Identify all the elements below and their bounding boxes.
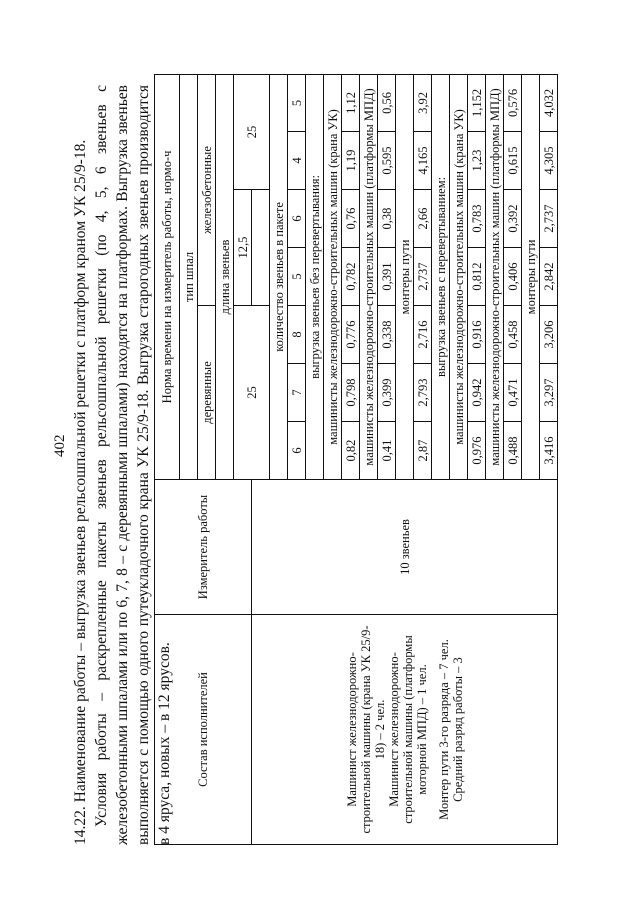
subsection-fitters: монтеры пути: [522, 74, 540, 479]
header-sleeper-type: тип шпал: [180, 74, 198, 479]
work-conditions: Условия работы – раскрепленные пакеты звеньев рельсошпальной решетки (по 4, 5, 6 звеньев с железобетонными шпалами или по 6, 7, 8 – с деревянными шпалами) находятся на платформах. Выгрузка звеньев выполняется с помощью одного путеукладочного крана УК 25/9-18. Выгрузка старогодных звеньев производится в 4 яруса, новых – в 12 ярусов.: [93, 85, 173, 845]
value-cell: 2,66: [414, 190, 432, 248]
length-wood: 25: [234, 306, 270, 480]
value-cell: 0,38: [378, 190, 396, 248]
value-cell: 4,032: [540, 74, 558, 131]
value-cell: 1,23: [468, 132, 486, 190]
header-concrete: железобетонные: [198, 74, 216, 305]
value-cell: 2,737: [414, 248, 432, 306]
value-cell: 1,152: [468, 74, 486, 131]
value-cell: 0,783: [468, 190, 486, 248]
subsection-mpd: машинисты железнодорожно-строительных машин (платформы МПД): [360, 74, 378, 479]
crew-line: Средний разряд работы – 3: [450, 657, 465, 802]
value-cell: 0,615: [504, 132, 522, 190]
value-cell: 0,399: [378, 364, 396, 422]
value-cell: 3,297: [540, 364, 558, 422]
value-cell: 0,41: [378, 422, 396, 480]
value-cell: 4,165: [414, 132, 432, 190]
value-cell: 2,737: [540, 190, 558, 248]
count-cell: 8: [288, 306, 306, 364]
crew-composition: [252, 615, 558, 845]
value-cell: 4,305: [540, 132, 558, 190]
value-cell: 0,916: [468, 306, 486, 364]
section-turn: выгрузка звеньев с перевертыванием:: [432, 74, 450, 479]
subsection-crane: машинисты железнодорожно-строительных машин (крана УК): [450, 74, 468, 479]
value-cell: 0,82: [342, 422, 360, 480]
count-cell: 6: [288, 422, 306, 480]
value-cell: 0,776: [342, 306, 360, 364]
value-cell: 2,793: [414, 364, 432, 422]
count-cell: 7: [288, 364, 306, 422]
value-cell: 0,812: [468, 248, 486, 306]
value-cell: 0,942: [468, 364, 486, 422]
value-cell: 3,416: [540, 422, 558, 480]
count-cell: 4: [288, 132, 306, 190]
length-concrete-12-5: 12,5: [234, 190, 252, 306]
length-concrete-25: 25: [234, 74, 270, 189]
header-norm: Норма времени на измеритель работы, нормо-ч: [155, 74, 180, 479]
count-cell: 5: [288, 248, 306, 306]
page-number: 402: [52, 434, 68, 457]
header-link-length: длина звеньев: [216, 74, 234, 479]
value-cell: 0,56: [378, 74, 396, 131]
value-cell: 0,406: [504, 248, 522, 306]
value-cell: 2,87: [414, 422, 432, 480]
norm-table: [154, 74, 558, 845]
crew-line: Машинист железнодорожно-строительной машины (платформы моторной МПД) – 1 чел.: [386, 635, 429, 824]
value-cell: 0,391: [378, 248, 396, 306]
value-cell: 0,576: [504, 74, 522, 131]
work-title: 14.22. Наименование работы – выгрузка звеньев рельсошпальной решетки с платформ краном УК 25/9-18.: [72, 139, 89, 845]
value-cell: 2,842: [540, 248, 558, 306]
section-no-turn: выгрузка звеньев без перевертывания:: [306, 74, 324, 479]
header-count: количество звеньев в пакете: [270, 74, 288, 479]
value-cell: 0,488: [504, 422, 522, 480]
value-cell: 0,798: [342, 364, 360, 422]
value-cell: 0,782: [342, 248, 360, 306]
count-cell: 5: [288, 74, 306, 131]
header-crew: Состав исполнителей: [155, 615, 252, 845]
value-cell: 0,471: [504, 364, 522, 422]
crew-line: Машинист железнодорожно-строительной машины (крана УК 25/9-18) – 2 чел.: [344, 625, 387, 834]
value-cell: 0,338: [378, 306, 396, 364]
value-cell: 0,595: [378, 132, 396, 190]
value-cell: 1,19: [342, 132, 360, 190]
subsection-fitters: монтеры пути: [396, 74, 414, 479]
crew-line: Монтер пути 3-го разряда – 7 чел.: [436, 639, 451, 820]
spacer-cell: [252, 190, 270, 306]
value-cell: 1,12: [342, 74, 360, 131]
subsection-crane: машинисты железнодорожно-строительных машин (крана УК): [324, 74, 342, 479]
count-cell: 6: [288, 190, 306, 248]
header-wooden: деревянные: [198, 306, 216, 480]
value-cell: 0,458: [504, 306, 522, 364]
value-cell: 2,716: [414, 306, 432, 364]
value-cell: 3,92: [414, 74, 432, 131]
header-unit: Измеритель работы: [155, 480, 252, 615]
subsection-mpd: машинисты железнодорожно-строительных машин (платформы МПД): [486, 74, 504, 479]
value-cell: 0,976: [468, 422, 486, 480]
value-cell: 0,392: [504, 190, 522, 248]
value-cell: 0,76: [342, 190, 360, 248]
value-cell: 3,206: [540, 306, 558, 364]
unit-value: 10 звеньев: [252, 480, 558, 615]
